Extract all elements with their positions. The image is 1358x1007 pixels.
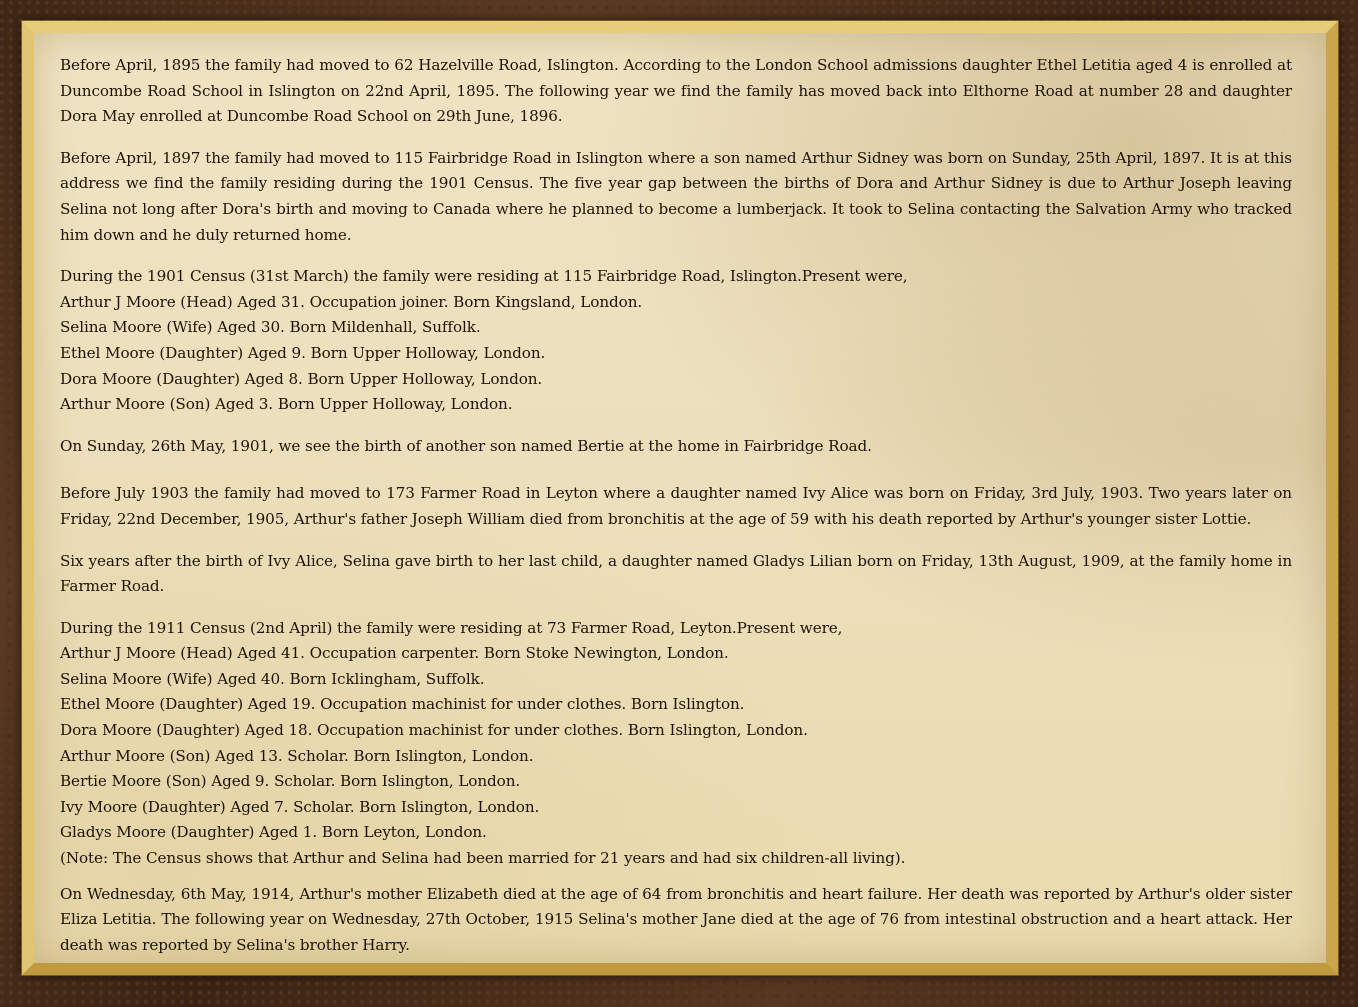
census-1911-intro: During the 1911 Census (2nd April) the family were residing at 73 Farmer Road, Leyton.Present were, [60, 618, 843, 637]
paragraph-6: Six years after the birth of Ivy Alice, Selina gave birth to her last child, a daughter named Gladys Lilian born on Friday, 13th August, 1909, at the family home in Farmer Road. [60, 551, 1292, 596]
census-1911-entry: Gladys Moore (Daughter) Aged 1. Born Leyton, London. [60, 823, 487, 842]
census-1901-entry: Ethel Moore (Daughter) Aged 9. Born Upper Holloway, London. [60, 343, 546, 362]
parchment-background [34, 33, 1326, 963]
census-1911-entry: Arthur Moore (Son) Aged 13. Scholar. Born Islington, London. [60, 746, 534, 765]
census-1911-entry: Dora Moore (Daughter) Aged 18. Occupation machinist for under clothes. Born Islington, London. [60, 721, 808, 740]
census-1901-block [60, 264, 1292, 418]
census-1911-note: (Note: The Census shows that Arthur and Selina had been married for 21 years and had six children-all living). [60, 849, 906, 868]
census-1911-entry: Ivy Moore (Daughter) Aged 7. Scholar. Born Islington, London. [60, 797, 540, 816]
paragraph-5: Before July 1903 the family had moved to 173 Farmer Road in Leyton where a daughter named Ivy Alice was born on Friday, 3rd July, 1903. Two years later on Friday, 22nd December, 1905, Arthur's father Joseph William died from bronchitis at the age of 59 with his death reported by Arthur's younger sister Lottie. [60, 484, 1292, 528]
census-1911-entry: Bertie Moore (Son) Aged 9. Scholar. Born Islington, London. [60, 772, 521, 791]
paragraph-1: Before April, 1895 the family had moved to 62 Hazelville Road, Islington. According to the London School admissions daughter Ethel Letitia aged 4 is enrolled at Duncombe Road School in Islington on 22nd April, 1895. The following year we find the family has moved back into Elthorne Road at number 28 and daughter Dora May enrolled at Duncombe Road School on 29th June, 1896. [60, 56, 1292, 126]
census-1901-entry: Arthur Moore (Son) Aged 3. Born Upper Holloway, London. [60, 395, 513, 414]
census-1901-intro: During the 1901 Census (31st March) the family were residing at 115 Fairbridge Road, Islington.Present were, [60, 267, 908, 286]
document-text [60, 53, 1292, 974]
census-1901-entry: Arthur J Moore (Head) Aged 31. Occupation joiner. Born Kingsland, London. [60, 292, 643, 311]
census-1911-entry: Selina Moore (Wife) Aged 40. Born Icklingham, Suffolk. [60, 669, 485, 688]
census-1911-block [60, 616, 1292, 872]
paragraph-8: On Wednesday, 6th May, 1914, Arthur's mother Elizabeth died at the age of 64 from bronchitis and heart failure. Her death was reported by Arthur's older sister Eliza Letitia. The following year on Wednesday, 27th October, 1915 Selina's mother Jane died at the age of 76 from intestinal obstruction and a heart attack. Her death was reported by Selina's brother Harry. [60, 884, 1292, 954]
census-1911-entry: Ethel Moore (Daughter) Aged 19. Occupation machinist for under clothes. Born Islington. [60, 695, 745, 714]
census-1901-entry: Dora Moore (Daughter) Aged 8. Born Upper Holloway, London. [60, 369, 543, 388]
census-1911-entry: Arthur J Moore (Head) Aged 41. Occupation carpenter. Born Stoke Newington, London. [60, 644, 729, 663]
census-1901-entry: Selina Moore (Wife) Aged 30. Born Mildenhall, Suffolk. [60, 318, 481, 337]
paragraph-4: On Sunday, 26th May, 1901, we see the birth of another son named Bertie at the home in Fairbridge Road. [60, 436, 872, 455]
gold-frame [22, 21, 1338, 975]
paragraph-2: Before April, 1897 the family had moved to 115 Fairbridge Road in Islington where a son named Arthur Sidney was born on Sunday, 25th April, 1897. It is at this address we find the family residing during the 1901 Census. The five year gap between the births of Dora and Arthur Sidney is due to Arthur Joseph leaving Selina not long after Dora's birth and moving to Canada where he planned to become a lumberjack. It took to Selina contacting the Salvation Army who tracked him down and he duly returned home. [60, 148, 1292, 244]
